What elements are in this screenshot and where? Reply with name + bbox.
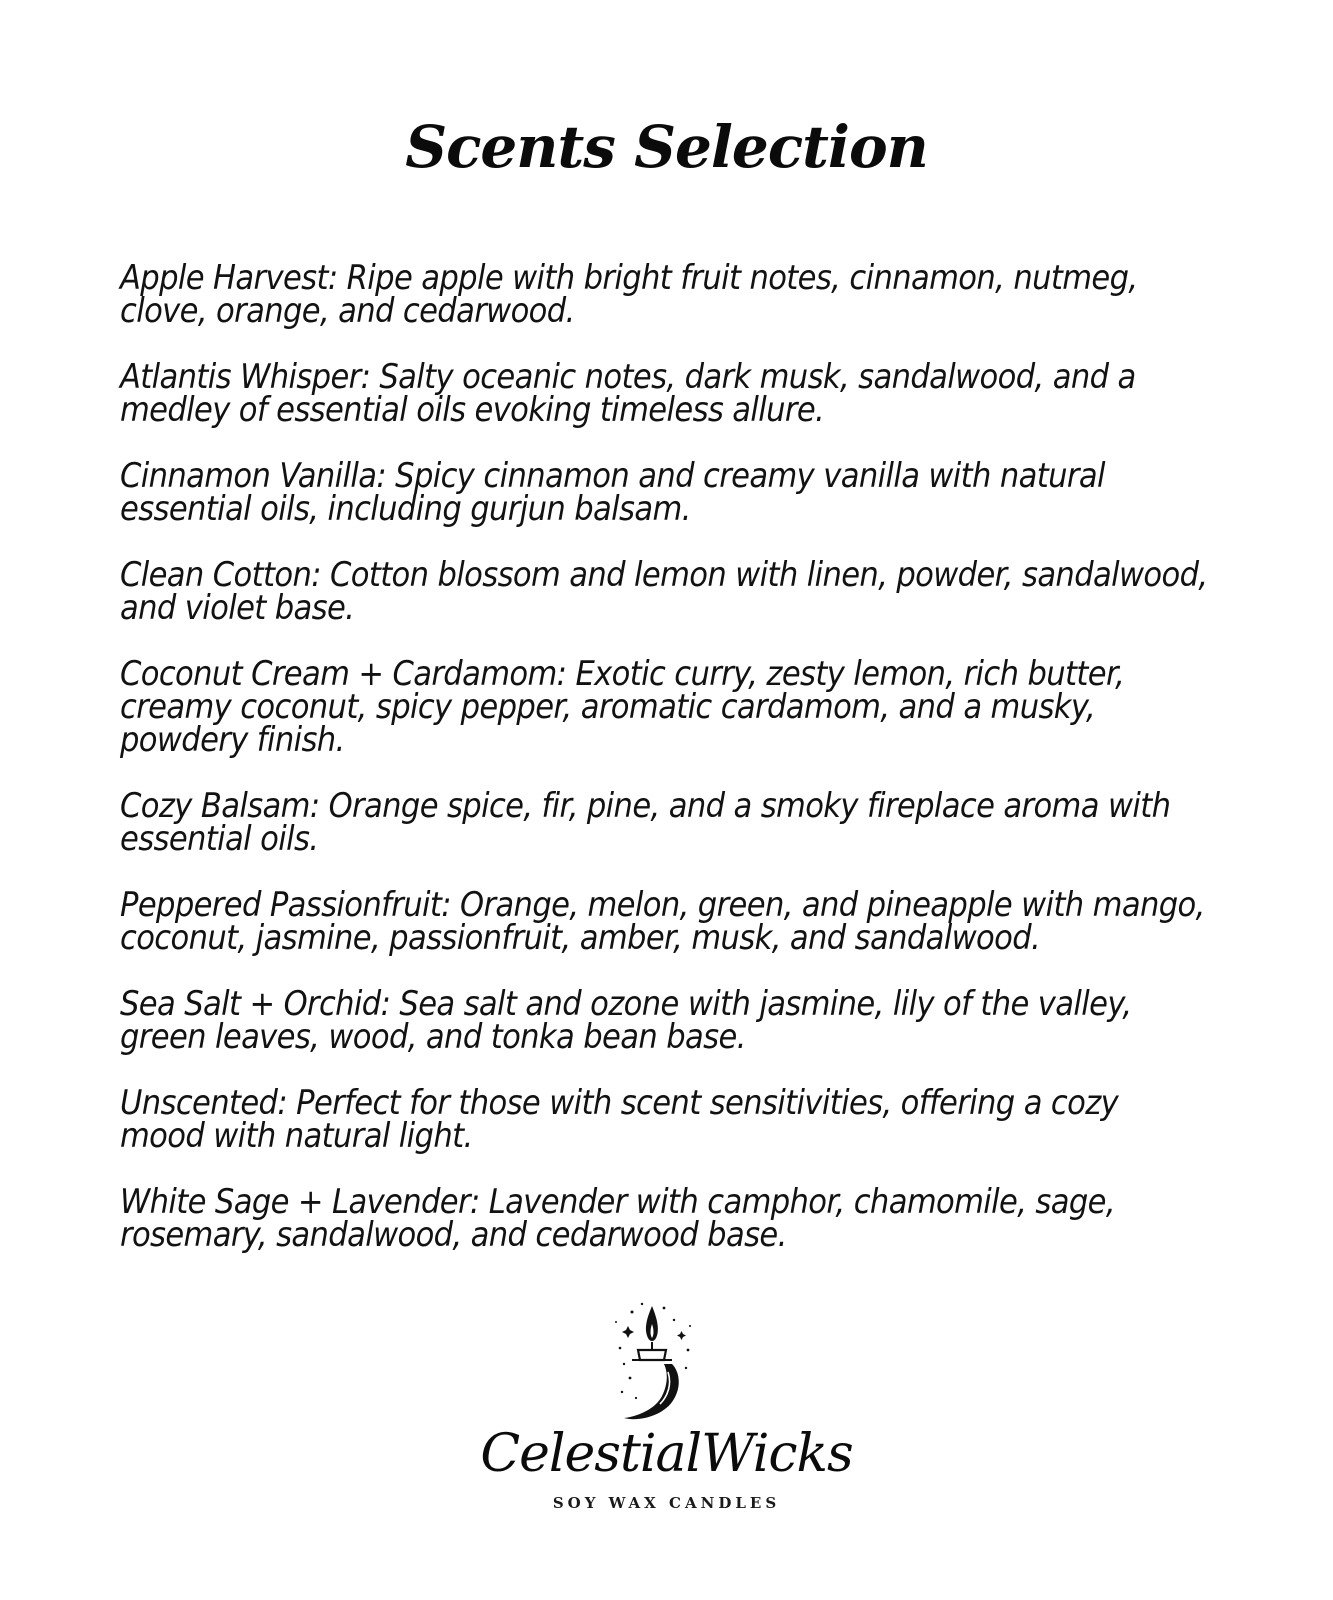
scent-item: Peppered Passionfruit: Orange, melon, green, and pineapple with mango, coconut, jasmine, passionfruit, amber, musk, and sandalwood. bbox=[120, 885, 1205, 958]
scent-name: Cozy Balsam bbox=[120, 786, 310, 826]
scent-name: Sea Salt + Orchid bbox=[120, 984, 381, 1024]
scent-description: Orange, melon, green, and pineapple with mango, coconut, jasmine, passionfruit, amber, musk, and sandalwood. bbox=[120, 885, 1205, 958]
scent-description: Ripe apple with bright fruit notes, cinnamon, nutmeg, clove, orange, and cedarwood. bbox=[120, 258, 1138, 331]
scent-item: Sea Salt + Orchid: Sea salt and ozone with jasmine, lily of the valley, green leaves, wood, and tonka bean base. bbox=[120, 984, 1132, 1057]
scent-description: Lavender with camphor, chamomile, sage, rosemary, sandalwood, and cedarwood base. bbox=[120, 1182, 1115, 1255]
scent-description: Exotic curry, zesty lemon, rich butter, creamy coconut, spicy pepper, aromatic cardamom, and a musky, powdery finish. bbox=[120, 654, 1125, 760]
scent-description: Spicy cinnamon and creamy vanilla with natural essential oils, including gurjun balsam. bbox=[120, 456, 1105, 529]
scent-name: Cinnamon Vanilla bbox=[120, 456, 377, 496]
scent-description: Perfect for those with scent sensitivities, offering a cozy mood with natural light. bbox=[120, 1083, 1119, 1156]
scent-name: Peppered Passionfruit bbox=[120, 885, 442, 925]
candle-with-stars-icon bbox=[602, 1298, 702, 1426]
scent-item: Cozy Balsam: Orange spice, fir, pine, and a smoky fireplace aroma with essential oils. bbox=[120, 786, 1171, 859]
scent-name: Apple Harvest bbox=[120, 258, 328, 298]
scent-description: Cotton blossom and lemon with linen, powder, sandalwood, and violet base. bbox=[120, 555, 1208, 628]
scent-item: Atlantis Whisper: Salty oceanic notes, dark musk, sandalwood, and a medley of essential oils evoking timeless allure. bbox=[120, 357, 1136, 430]
scent-description: Orange spice, fir, pine, and a smoky fireplace aroma with essential oils. bbox=[120, 786, 1171, 859]
scent-item: Coconut Cream + Cardamom: Exotic curry, zesty lemon, rich butter, creamy coconut, spicy pepper, aromatic cardamom, and a musky, powdery finish. bbox=[120, 654, 1125, 760]
scent-name: White Sage + Lavender bbox=[120, 1182, 470, 1222]
scent-item: Clean Cotton: Cotton blossom and lemon with linen, powder, sandalwood, and violet base. bbox=[120, 555, 1208, 628]
scent-name: Atlantis Whisper bbox=[120, 357, 361, 397]
scent-name: Unscented bbox=[120, 1083, 278, 1123]
scent-item: White Sage + Lavender: Lavender with camphor, chamomile, sage, rosemary, sandalwood, and cedarwood base. bbox=[120, 1182, 1115, 1255]
brand-tagline: SOY WAX CANDLES bbox=[552, 1494, 781, 1512]
scent-name: Coconut Cream + Cardamom bbox=[120, 654, 557, 694]
scent-item: Cinnamon Vanilla: Spicy cinnamon and creamy vanilla with natural essential oils, including gurjun balsam. bbox=[120, 456, 1105, 529]
scent-name: Clean Cotton bbox=[120, 555, 312, 595]
scent-description: Salty oceanic notes, dark musk, sandalwood, and a medley of essential oils evoking timeless allure. bbox=[120, 357, 1136, 430]
page-title: Scents Selection bbox=[405, 113, 928, 181]
brand-logo-text: CelestialWicks bbox=[480, 1424, 853, 1484]
scent-item: Apple Harvest: Ripe apple with bright fruit notes, cinnamon, nutmeg, clove, orange, and cedarwood. bbox=[120, 258, 1138, 331]
scent-item: Unscented: Perfect for those with scent sensitivities, offering a cozy mood with natural light. bbox=[120, 1083, 1119, 1156]
scent-list bbox=[120, 258, 1210, 1285]
scent-description: Sea salt and ozone with jasmine, lily of the valley, green leaves, wood, and tonka bean base. bbox=[120, 984, 1132, 1057]
